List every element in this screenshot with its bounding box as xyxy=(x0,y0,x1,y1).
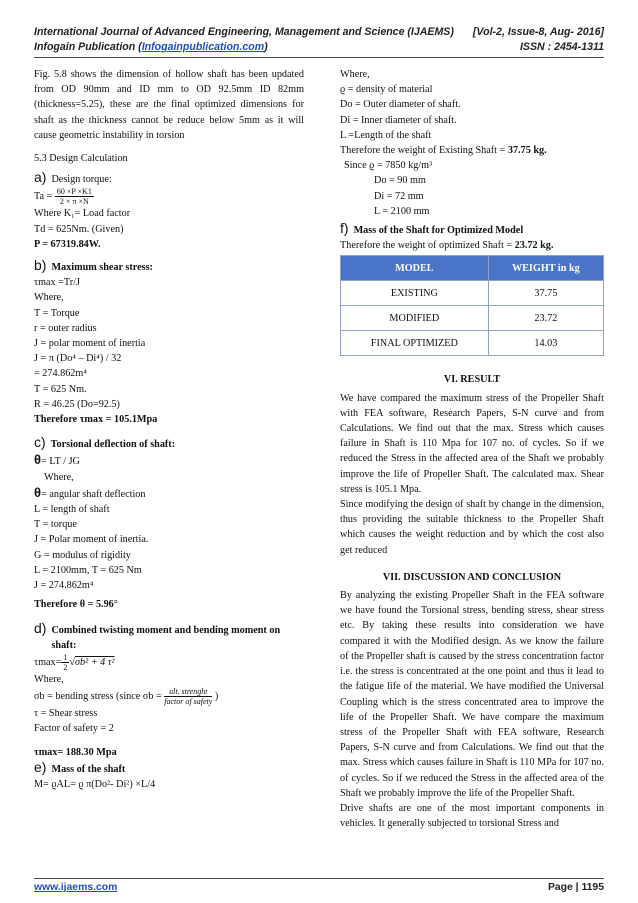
c-where: Where, xyxy=(44,471,74,483)
volume-issue: [Vol-2, Issue-8, Aug- 2016] xyxy=(472,26,604,38)
ta-equation: Ta = $\frac{60 \times P \times K1}{2 \times \pi \times N}$ xyxy=(34,187,92,207)
subsection-c-title: Torsional deflection of shaft: xyxy=(50,439,176,451)
r-since-rho: Since ϱ = 7850 kg/m³ xyxy=(344,160,433,172)
r-do-val: Do = 90 mm xyxy=(374,175,426,187)
b-therefore: Therefore τmax = 105.1Mpa xyxy=(34,414,158,426)
publisher: Infogain Publication (Infogainpublication.com) xyxy=(34,41,268,53)
td-line: Td = 625Nm. (Given) xyxy=(34,223,124,235)
d-sigma: σb = bending stress (since σb = $\frac{\text{ult. strenght}}{\text{factor of safety}}$ ) xyxy=(34,687,219,707)
discussion-paragraph-1: By analyzing the existing Propeller Shaft in the FEA software we have found the Torsional stress, bending stress, shear stress etc. By taking these results into consideration we have compared it with the Modified design. As we know the failure of the Propeller shaft is caused by the stress concentration factor i.e. the stress is concentrated at the one point and thus it lead to the fatigue life of the material. We have modified the Universal Coupling which is the stress concentrated area to improve the life of the Propeller Shaft. We have compare the maximum stress of the Propeller Shaft with FEA software, Research Papers, S-N curve and from Calculations. We find out that the max. Stress which causes failure in Shaft is 110 MPa for 107 no. of cycles. So if we reduced the Stress in the affected area of the Shaft we probably improve the life of the Propeller Shaft. xyxy=(340,590,604,799)
r-di-val: Di = 72 mm xyxy=(374,190,424,202)
c-theta-def: θ= angular shaft deflection xyxy=(34,484,146,500)
header-rule xyxy=(34,57,604,58)
subsection-d: d) Combined twisting moment and bending moment on shaft: xyxy=(34,621,304,653)
b-r-val: R = 46.25 (Do=92.5) xyxy=(34,398,120,410)
subsection-f: f) Mass of the Shaft for Optimized Model xyxy=(340,221,604,238)
p-line: P = 67319.84W. xyxy=(34,238,101,250)
r-where: Where, xyxy=(340,69,370,80)
table-row: FINAL OPTIMIZED 14.03 xyxy=(341,331,604,356)
b-t-val: T = 625 Nm. xyxy=(34,383,87,395)
r-l: L =Length of the shaft xyxy=(340,129,432,141)
b-radius: r = outer radius xyxy=(34,322,97,334)
subsection-a-title: Design torque: xyxy=(51,174,112,186)
table-row: EXISTING 37.75 xyxy=(341,281,604,306)
c-rigidity: G = modulus of rigidity xyxy=(34,549,131,561)
result-heading: VI. RESULT xyxy=(443,374,501,386)
result-paragraph-1: We have compared the maximum stress of the Propeller Shaft with FEA software, Research Papers, S-N curve and from Calculations. We find out that the max. Stress which causes failure in Shaft is 110 Mpa for 107 no. of cycles. So if we reduced the Stress in the affected area of the Shaft we probably improve the life of Propeller Shaft. The calculated max. Shear stress is 105.1 Mpa. xyxy=(340,392,604,495)
r-existing-weight: Therefore the weight of Existing Shaft = 37.75 kg. xyxy=(340,145,547,157)
right-column xyxy=(340,67,604,831)
subsection-d-title: Combined twisting moment and bending moment on shaft: xyxy=(51,624,281,651)
journal-title: International Journal of Advanced Engineering, Management and Science (IJAEMS) xyxy=(34,26,454,38)
b-torque: T = Torque xyxy=(34,307,80,319)
c-j-value: J = 274.862m⁴ xyxy=(34,580,94,592)
b-where: Where, xyxy=(34,292,64,304)
footer-rule xyxy=(34,878,604,879)
b-polar: J = polar moment of inertia xyxy=(34,338,146,350)
d-result: τmax= 188.30 Mpa xyxy=(34,746,117,758)
issn: ISSN : 2454-1311 xyxy=(519,41,604,53)
c-equation: θ= LT / JG xyxy=(34,452,80,468)
subsection-e: e) Mass of the shaft xyxy=(34,760,304,777)
discussion-paragraph-2: Drive shafts are one of the most important components in vehicles. It generally subjected to torsional Stress and xyxy=(340,802,604,830)
r-l-val: L = 2100 mm xyxy=(374,205,430,217)
publisher-link[interactable]: Infogainpublication.com xyxy=(141,41,265,53)
r-di: Di = Inner diameter of shaft. xyxy=(340,114,457,126)
intro-paragraph: Fig. 5.8 shows the dimension of hollow shaft has been updated from OD 90mm and ID mm to OD 92.5mm ID 82mm (thickness=5.25), these are the final optimized dimensions for shaft as the thickness cannot be reduce below 5mm as it will cause geometric instability in torsion xyxy=(34,69,304,141)
c-length: L = length of shaft xyxy=(34,504,110,516)
d-where: Where, xyxy=(34,673,64,685)
d-tau: τ = Shear stress xyxy=(34,708,98,720)
table-header-row xyxy=(341,256,604,281)
result-paragraph-2: Since modifying the design of shaft by change in the dimension, thus providing the suitable thickness to the Propeller Shaft which causes the weight reduction and by which the cost also get reduced xyxy=(340,499,604,556)
c-lt-values: L = 2100mm, T = 625 Nm xyxy=(34,564,142,576)
section-5-3: 5.3 Design Calculation xyxy=(34,153,128,165)
c-torque: T = torque xyxy=(34,519,77,531)
e-equation: M= ϱAL= ϱ π(Do²- Di²) ×L/4 xyxy=(34,778,156,790)
subsection-b-title: Maximum shear stress: xyxy=(51,262,153,274)
footer-site-link[interactable]: www.ijaems.com xyxy=(34,882,118,893)
c-polar: J = Polar moment of inertia. xyxy=(34,534,149,546)
subsection-e-title: Mass of the shaft xyxy=(51,763,126,775)
table-header-model: MODEL xyxy=(341,256,489,281)
d-fos: Factor of safety = 2 xyxy=(34,723,114,735)
d-equation: τmax= $\frac{1}{2}$ √σb² + 4 τ² xyxy=(34,652,115,672)
r-opt-weight: Therefore the weight of optimized Shaft = 23.72 kg. xyxy=(340,240,554,252)
table-row: MODIFIED 23.72 xyxy=(341,306,604,331)
page-number: Page | 1195 xyxy=(547,882,604,893)
b-j-val: = 274.862m⁴ xyxy=(34,368,87,380)
r-rho: ϱ = density of material xyxy=(340,84,433,96)
tau-equation: τmax =Tr/J xyxy=(34,277,80,289)
left-column xyxy=(34,67,304,792)
subsection-b: b) Maximum shear stress: xyxy=(34,258,304,275)
ta-fraction: $\frac{60 \times P \times K1}{2 \times \pi \times N}$ xyxy=(56,187,92,207)
r-do: Do = Outer diameter of shaft. xyxy=(340,99,461,111)
subsection-c: c) Torsional deflection of shaft: xyxy=(34,435,304,452)
b-j-eq: J = π (Do⁴ – Di⁴) / 32 xyxy=(34,353,122,365)
weight-table xyxy=(340,255,604,356)
discussion-heading: VII. DISCUSSION AND CONCLUSION xyxy=(382,571,562,583)
subsection-f-title: Mass of the Shaft for Optimized Model xyxy=(353,225,524,237)
k1-line: Where K₁= Load factor xyxy=(34,208,131,220)
table-header-weight: WEIGHT in kg xyxy=(488,256,603,281)
subsection-a: a) Design torque: xyxy=(34,170,304,187)
c-therefore: Therefore θ = 5.96° xyxy=(34,599,118,611)
